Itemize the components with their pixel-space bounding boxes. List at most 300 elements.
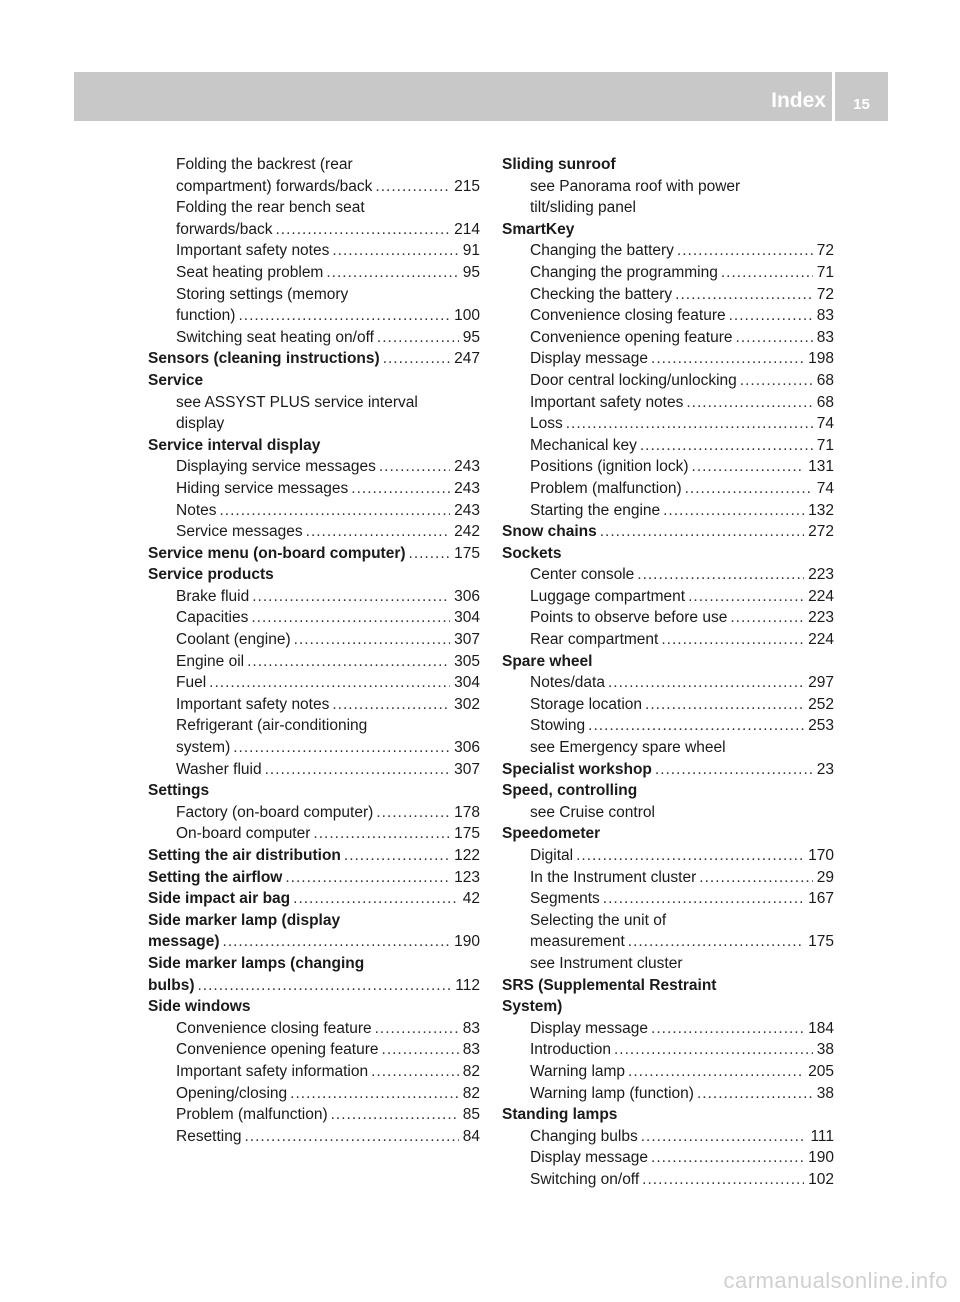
entry-text: Settings (148, 782, 210, 800)
entry-text: Changing the battery (530, 242, 674, 260)
entry-text: Displaying service messages (176, 458, 376, 476)
entry-text: Convenience closing feature (176, 1019, 372, 1037)
dot-leader (332, 694, 450, 716)
index-subentry (148, 823, 480, 845)
entry-text: Sensors (cleaning instructions) (148, 350, 380, 368)
dot-leader (651, 1147, 804, 1169)
entry-text: Washer fluid (176, 760, 262, 778)
entry-text: System) (502, 998, 563, 1016)
entry-text: Folding the backrest (rear (176, 156, 353, 173)
entry-text: Capacities (176, 609, 249, 627)
page-reference: 72 (816, 285, 834, 303)
page-reference: 175 (454, 544, 480, 562)
index-heading (148, 564, 480, 586)
entry-text: Switching on/off (530, 1170, 640, 1188)
index-heading (502, 1104, 834, 1126)
entry-text: Points to observe before use (530, 609, 728, 627)
entry-text: Warning lamp (function) (530, 1084, 694, 1102)
index-heading (502, 219, 834, 241)
index-subentry (148, 737, 480, 759)
entry-text: measurement (530, 933, 625, 951)
index-heading (148, 975, 480, 997)
page-reference: 205 (808, 1062, 834, 1080)
page-reference: 247 (454, 350, 480, 368)
entry-text: Display message (530, 350, 649, 368)
entry-text: Service products (148, 566, 274, 584)
entry-text: Center console (530, 566, 635, 584)
index-subentry (502, 1147, 834, 1169)
dot-leader (637, 564, 804, 586)
index-subentry (502, 564, 834, 586)
entry-text: bulbs) (148, 976, 195, 994)
page-reference: 224 (808, 587, 834, 605)
index-subentry (148, 500, 480, 522)
entry-text: message) (148, 933, 220, 951)
dot-leader (677, 240, 813, 262)
dot-leader (220, 500, 451, 522)
index-subentry (502, 694, 834, 716)
dot-leader (729, 305, 813, 327)
index-heading (502, 975, 834, 997)
dot-leader (198, 975, 452, 997)
dot-leader (306, 521, 450, 543)
entry-text: see Emergency spare wheel (530, 739, 726, 757)
entry-text: Standing lamps (502, 1106, 618, 1124)
watermark: carmanualsonline.info (723, 1268, 948, 1293)
dot-leader (332, 240, 458, 262)
dot-leader (382, 1039, 459, 1061)
entry-text: Factory (on-board computer) (176, 803, 374, 821)
index-subentry (502, 1061, 834, 1083)
entry-text: Fuel (176, 674, 207, 692)
dot-leader (252, 586, 450, 608)
page-reference: 306 (454, 587, 480, 605)
section-title: Index (771, 89, 826, 112)
index-subentry (148, 219, 480, 241)
index-subentry (148, 176, 480, 198)
page-reference: 29 (816, 868, 834, 886)
entry-text: function) (176, 307, 236, 325)
dot-leader (642, 1169, 804, 1191)
entry-text: see Instrument cluster (530, 954, 683, 972)
dot-leader (675, 284, 813, 306)
index-subentry (502, 370, 834, 392)
entry-text: Sockets (502, 544, 562, 562)
page-reference: 242 (454, 523, 480, 541)
entry-text: Speed, controlling (502, 782, 638, 800)
index-subentry (502, 931, 834, 953)
dot-leader (251, 607, 450, 629)
entry-text: Side marker lamp (display (148, 911, 341, 929)
page-reference: 252 (808, 695, 834, 713)
entry-text: Warning lamp (530, 1062, 626, 1080)
page-reference: 132 (808, 501, 834, 519)
page-reference: 178 (454, 803, 480, 821)
dot-leader (375, 1018, 459, 1040)
index-subentry (148, 154, 480, 176)
entry-text: see Panorama roof with power (530, 177, 741, 195)
dot-leader (600, 521, 804, 543)
page-reference: 223 (808, 566, 834, 584)
index-column-left (148, 154, 480, 1147)
page-reference: 198 (808, 350, 834, 368)
dot-leader (697, 1083, 813, 1105)
dot-leader (290, 1083, 459, 1105)
index-subentry (502, 500, 834, 522)
index-subentry (502, 629, 834, 651)
page-reference: 68 (816, 393, 834, 411)
dot-leader (351, 478, 450, 500)
entry-text: Sliding sunroof (502, 156, 616, 173)
index-heading (148, 543, 480, 565)
index-subentry (148, 759, 480, 781)
index-subentry (148, 478, 480, 500)
dot-leader (614, 1039, 813, 1061)
index-subentry (502, 953, 834, 975)
page-reference: 253 (808, 717, 834, 735)
index-subentry (148, 715, 480, 737)
entry-text: Engine oil (176, 652, 245, 670)
dot-leader (651, 348, 804, 370)
entry-text: Selecting the unit of (530, 911, 667, 929)
index-subentry (502, 1018, 834, 1040)
page-reference: 307 (454, 631, 480, 649)
entry-text: Convenience opening feature (530, 328, 733, 346)
entry-text: Side impact air bag (148, 890, 291, 908)
index-subentry (502, 1169, 834, 1191)
page-reference: 95 (462, 328, 480, 346)
index-subentry (502, 607, 834, 629)
page-reference: 306 (454, 739, 480, 757)
page-reference: 83 (462, 1041, 480, 1059)
dot-leader (661, 629, 804, 651)
entry-text: Checking the battery (530, 285, 673, 303)
page-reference: 83 (816, 328, 834, 346)
page-reference: 84 (462, 1127, 480, 1145)
entry-text: On-board computer (176, 825, 311, 843)
entry-text: Positions (ignition lock) (530, 458, 689, 476)
page-reference: 91 (462, 242, 480, 260)
index-heading (148, 348, 480, 370)
index-heading (502, 823, 834, 845)
entry-text: Folding the rear bench seat (176, 199, 365, 217)
page-reference: 82 (462, 1084, 480, 1102)
entry-text: SRS (Supplemental Restraint (502, 976, 717, 994)
index-subentry (148, 1083, 480, 1105)
entry-text: see Cruise control (530, 803, 655, 821)
index-subentry (502, 413, 834, 435)
page-reference: 74 (816, 415, 834, 433)
page-reference: 74 (816, 479, 834, 497)
dot-leader (375, 176, 450, 198)
index-heading (502, 996, 834, 1018)
entry-text: Service interval display (148, 436, 321, 454)
page-reference: 38 (816, 1041, 834, 1059)
index-subentry (148, 262, 480, 284)
dot-leader (233, 737, 450, 759)
index-subentry (502, 672, 834, 694)
page-reference: 190 (454, 933, 480, 951)
dot-leader (275, 219, 450, 241)
dot-leader (294, 629, 451, 651)
page-reference: 223 (808, 609, 834, 627)
entry-text: compartment) forwards/back (176, 177, 373, 195)
page-reference: 100 (454, 307, 480, 325)
page-reference: 71 (816, 263, 834, 281)
entry-text: Side marker lamps (changing (148, 954, 365, 972)
entry-text: Side windows (148, 998, 251, 1016)
dot-leader (730, 607, 804, 629)
entry-text: SmartKey (502, 220, 575, 238)
dot-leader (376, 802, 450, 824)
entry-text: Convenience closing feature (530, 307, 726, 325)
index-subentry (502, 888, 834, 910)
page-reference: 111 (810, 1127, 834, 1145)
index-subentry (502, 845, 834, 867)
dot-leader (379, 456, 450, 478)
index-subentry (148, 456, 480, 478)
entry-text: system) (176, 739, 231, 757)
dot-leader (628, 931, 804, 953)
index-subentry (148, 1061, 480, 1083)
dot-leader (344, 845, 450, 867)
index-heading (148, 910, 480, 932)
dot-leader (238, 305, 450, 327)
index-subentry (148, 327, 480, 349)
entry-text: Mechanical key (530, 436, 637, 454)
entry-text: display (176, 415, 225, 433)
index-heading (502, 651, 834, 673)
dot-leader (371, 1061, 459, 1083)
entry-text: Important safety notes (176, 242, 330, 260)
index-heading (502, 154, 834, 176)
dot-leader (721, 262, 813, 284)
page-reference: 95 (462, 263, 480, 281)
index-heading (148, 888, 480, 910)
entry-text: Loss (530, 415, 563, 433)
index-heading (502, 521, 834, 543)
dot-leader (651, 1018, 804, 1040)
page-number: 15 (853, 96, 870, 113)
entry-text: Door central locking/unlocking (530, 371, 737, 389)
page-reference: 83 (816, 307, 834, 325)
page-reference: 82 (462, 1062, 480, 1080)
index-subentry (148, 607, 480, 629)
index-subentry (148, 694, 480, 716)
page-reference: 170 (808, 847, 834, 864)
page-reference: 305 (454, 652, 480, 670)
dot-leader (377, 327, 459, 349)
dot-leader (588, 715, 804, 737)
index-heading (502, 780, 834, 802)
index-subentry (502, 478, 834, 500)
index-subentry (148, 197, 480, 219)
index-subentry (502, 456, 834, 478)
index-subentry (502, 586, 834, 608)
page-reference: 68 (816, 371, 834, 389)
dot-leader (692, 456, 805, 478)
index-subentry (502, 910, 834, 932)
entry-text: Setting the airflow (148, 868, 283, 886)
entry-text: Starting the engine (530, 501, 661, 519)
page-reference: 23 (816, 760, 834, 778)
index-subentry (502, 1126, 834, 1148)
dot-leader (640, 435, 813, 457)
entry-text: Changing the programming (530, 263, 718, 281)
index-subentry (148, 1126, 480, 1148)
entry-text: Storing settings (memory (176, 285, 349, 303)
dot-leader (685, 478, 813, 500)
entry-text: Problem (malfunction) (176, 1106, 328, 1124)
page-reference: 102 (808, 1170, 834, 1188)
dot-leader (293, 888, 459, 910)
index-heading (148, 931, 480, 953)
page-reference: 167 (808, 890, 834, 908)
dot-leader (655, 759, 813, 781)
dot-leader (686, 392, 812, 414)
entry-text: Notes (176, 501, 217, 519)
entry-text: Spare wheel (502, 652, 593, 670)
index-subentry (502, 305, 834, 327)
entry-text: Important safety notes (530, 393, 684, 411)
dot-leader (608, 672, 804, 694)
entry-text: Snow chains (502, 523, 597, 541)
entry-text: Changing bulbs (530, 1127, 638, 1145)
dot-leader (688, 586, 804, 608)
index-heading (148, 780, 480, 802)
entry-text: tilt/sliding panel (530, 199, 636, 217)
page-reference: 38 (816, 1084, 834, 1102)
index-heading (502, 543, 834, 565)
page-reference: 215 (454, 177, 480, 195)
index-subentry (502, 715, 834, 737)
entry-text: Opening/closing (176, 1084, 288, 1102)
index-subentry (502, 435, 834, 457)
dot-leader (645, 694, 804, 716)
entry-text: forwards/back (176, 220, 273, 238)
entry-text: Stowing (530, 717, 586, 735)
index-subentry (148, 392, 480, 414)
index-subentry (502, 1039, 834, 1061)
entry-text: Seat heating problem (176, 263, 324, 281)
page-reference: 85 (462, 1106, 480, 1124)
page-reference: 131 (808, 458, 834, 476)
index-subentry (148, 284, 480, 306)
index-heading (148, 867, 480, 889)
page-reference: 272 (808, 523, 834, 541)
index-subentry (148, 586, 480, 608)
page-reference: 175 (454, 825, 480, 843)
dot-leader (641, 1126, 807, 1148)
index-column-right (502, 154, 834, 1191)
entry-text: Display message (530, 1149, 649, 1167)
dot-leader (326, 262, 458, 284)
page-reference: 304 (454, 609, 480, 627)
index-subentry (148, 672, 480, 694)
entry-text: Service (148, 371, 204, 389)
entry-text: Display message (530, 1019, 649, 1037)
index-subentry (148, 413, 480, 435)
entry-text: see ASSYST PLUS service interval (176, 393, 418, 411)
entry-text: Digital (530, 847, 574, 864)
entry-text: Specialist workshop (502, 760, 652, 778)
entry-text: Switching seat heating on/off (176, 328, 374, 346)
dot-leader (285, 867, 450, 889)
page-reference: 302 (454, 695, 480, 713)
index-heading (148, 996, 480, 1018)
entry-text: Coolant (engine) (176, 631, 291, 649)
dot-leader (209, 672, 450, 694)
entry-text: Luggage compartment (530, 587, 686, 605)
page-reference: 243 (454, 458, 480, 476)
dot-leader (313, 823, 450, 845)
dot-leader (628, 1061, 804, 1083)
index-heading (148, 953, 480, 975)
page-reference: 123 (454, 868, 480, 886)
entry-text: Problem (malfunction) (530, 479, 682, 497)
entry-text: Setting the air distribution (148, 847, 341, 864)
page-reference: 224 (808, 631, 834, 649)
page-reference: 214 (454, 220, 480, 238)
index-subentry (502, 176, 834, 198)
page-reference: 307 (454, 760, 480, 778)
index-subentry (148, 240, 480, 262)
index-subentry (148, 521, 480, 543)
entry-text: Important safety information (176, 1062, 369, 1080)
index-heading (502, 759, 834, 781)
page-reference: 83 (462, 1019, 480, 1037)
index-subentry (502, 802, 834, 824)
index-subentry (148, 1018, 480, 1040)
page-reference: 175 (808, 933, 834, 951)
page-reference: 190 (808, 1149, 834, 1167)
index-subentry (502, 348, 834, 370)
dot-leader (244, 1126, 458, 1148)
entry-text: Important safety notes (176, 695, 330, 713)
index-subentry (148, 1104, 480, 1126)
entry-text: Brake fluid (176, 587, 250, 605)
dot-leader (603, 888, 804, 910)
dot-leader (247, 651, 450, 673)
entry-text: Introduction (530, 1041, 611, 1059)
entry-text: Service messages (176, 523, 303, 541)
entry-text: Segments (530, 890, 600, 908)
page-reference: 243 (454, 479, 480, 497)
index-subentry (502, 867, 834, 889)
page-reference: 243 (454, 501, 480, 519)
dot-leader (223, 931, 451, 953)
index-subentry (502, 327, 834, 349)
index-subentry (148, 802, 480, 824)
page-reference: 71 (816, 436, 834, 454)
entry-text: Speedometer (502, 825, 601, 843)
index-subentry (148, 305, 480, 327)
entry-text: Service menu (on-board computer) (148, 544, 406, 562)
index-heading (148, 845, 480, 867)
page-reference: 72 (816, 242, 834, 260)
dot-leader (663, 500, 804, 522)
index-subentry (502, 284, 834, 306)
dot-leader (699, 867, 812, 889)
index-subentry (502, 197, 834, 219)
entry-text: Resetting (176, 1127, 242, 1145)
dot-leader (383, 348, 450, 370)
dot-leader (736, 327, 813, 349)
index-heading (148, 370, 480, 392)
index-subentry (502, 392, 834, 414)
dot-leader (331, 1104, 459, 1126)
page-reference: 184 (808, 1019, 834, 1037)
